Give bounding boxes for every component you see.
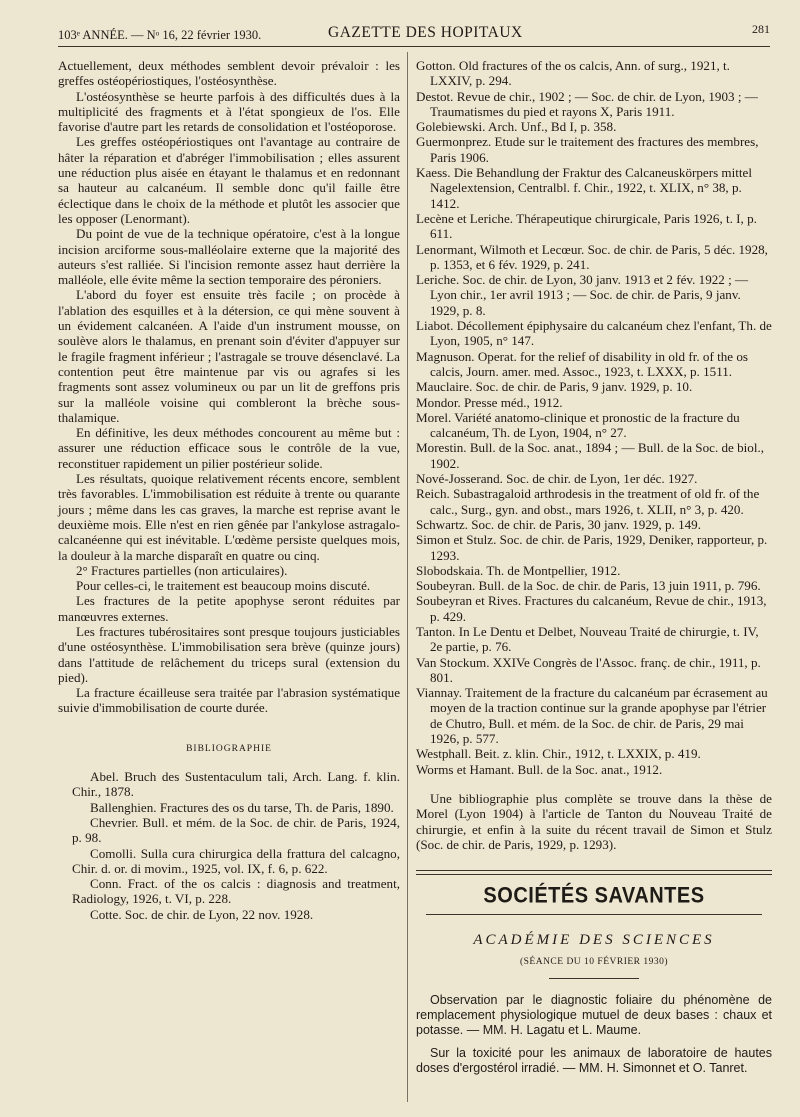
page-number: 281 (752, 22, 770, 36)
article-paragraph: Les résultats, quoique relativement récents encore, semblent très favorables. L'immobilisation est réduite à trente ou quarante jours ; même dans les cas graves, la marche est reprise avant le deuxième mois. Elle n'est en rien gênée par l'ankylose astragalo-calcanéenne qui est inévitable. L'œdème persiste quelques mois, la douleur à la marche disparaît en quatre ou cinq. (58, 471, 400, 563)
article-paragraph: Pour celles-ci, le traitement est beaucoup moins discuté. (76, 578, 371, 594)
bibliography-entry: Morel. Variété anatomo-clinique et pronostic de la fracture du calcanéum, Th. de Lyon, 1904, n° 27. (416, 409, 740, 441)
bibliography-entry: Leriche. Soc. de chir. de Lyon, 30 janv. 1913 et 2 fév. 1922 ; — Lyon chir., 1er avril 1913 ; — Soc. de chir. de Paris, 9 janv. 1929, p. 8. (416, 272, 749, 318)
article-paragraph: La fracture écailleuse sera traitée par l'abrasion systématique suivie d'immobilisation de courte durée. (58, 685, 400, 716)
article-paragraph: L'abord du foyer est ensuite très facile ; on procède à l'ablation des esquilles et à la détersion, ce qui mène souvent à un évidement calcanéen. A l'aide d'un instrument mousse, on soulève alors le thalamus, en prenant soin d'éviter d'appuyer sur le fragile fragment inférieur ; l'astragale se trouve désenclavé. La contention peut être maintenue par vis ou agrafes si les fragments sont assez volumineux ou par un lit de greffons pris sur la malléole voisine qui combleront la brèche sous-thalamique. (58, 287, 400, 425)
bibliography-entry: Lenormant, Wilmoth et Lecœur. Soc. de chir. de Paris, 5 déc. 1928, p. 1353, et 6 fév. 1929, p. 241. (416, 241, 768, 272)
page-header (58, 20, 770, 46)
bibliography-entry: Van Stockum. XXIVe Congrès de l'Assoc. franç. de chir., 1911, p. 801. (416, 654, 761, 685)
bibliography-entry: Soubeyran et Rives. Fractures du calcanéum, Revue de chir., 1913, p. 429. (416, 593, 767, 624)
bibliography-entry: Lecène et Leriche. Thérapeutique chirurgicale, Paris 1926, t. I, p. 611. (416, 210, 757, 242)
bibliography-entry: Magnuson. Operat. for the relief of disability in old fr. of the os calcis, Journ. amer. med. Assoc., 1923, t. LXXX, p. 1511. (416, 348, 748, 379)
article-paragraph: Les greffes ostéopériostiques ont l'avantage au contraire de hâter la réparation et d'abréger l'immobilisation ; elles assurent une réduction plus aisée en étayant le thalamus et en redonnant sa hauteur au calcanéum. Il semble donc qu'il faille être éclectique dans le choix de la méthode et plutôt les associer que les opposer (Lenormant). (58, 134, 400, 226)
bibliography-entry: Slobodskaia. Th. de Montpellier, 1912. (416, 562, 621, 578)
bibliography-entry: Worms et Hamant. Bull. de la Soc. anat., 1912. (416, 761, 663, 777)
journal-title: GAZETTE DES HOPITAUX (328, 24, 523, 41)
header-rule (58, 46, 770, 47)
bibliography-entry: Mondor. Presse méd., 1912. (416, 394, 563, 410)
bibliography-entry: Liabot. Décollement épiphysaire du calcanéum chez l'enfant, Th. de Lyon, 1905, n° 147. (416, 318, 772, 349)
article-paragraph: Les fractures tubérositaires sont presque toujours justiciables d'une ostéosynthèse. L'immobilisation sera brève (quinze jours) dans l'attitude de relâchement du triceps sural (extension du pied). (58, 623, 400, 685)
bibliography-entry: Guermonprez. Etude sur le traitement des fractures des membres, Paris 1906. (416, 134, 759, 165)
subsection-heading: 2° Fractures partielles (non articulaires). (76, 562, 288, 578)
bibliography-entry: Schwartz. Soc. de chir. de Paris, 30 janv. 1929, p. 149. (416, 516, 701, 532)
bibliography-entry: Morestin. Bull. de la Soc. anat., 1894 ; — Bull. de la Soc. de biol., 1902. (416, 440, 765, 471)
bibliography-entry: Tanton. In Le Dentu et Delbet, Nouveau Traité de chirurgie, t. IV, 2e partie, p. 76. (416, 623, 759, 655)
communication-item: Sur la toxicité pour les animaux de laboratoire de hautes doses d'ergostérol irradié. — MM. H. Simonnet et O. Tanret. (416, 1046, 772, 1076)
bibliography-entry: Reich. Subastragaloid arthrodesis in the treatment of old fr. of the calc., Surg., gyn. and obst., mars 1926, t. XLII, n° 3, p. 420. (416, 486, 760, 517)
bibliography-entry: Destot. Revue de chir., 1902 ; — Soc. de chir. de Lyon, 1903 ; — Traumatismes du pied et rayons X, Paris 1911. (416, 88, 758, 119)
bibliography-entry: Cotte. Soc. de chir. de Lyon, 22 nov. 1928. (90, 906, 314, 922)
bibliography-entry: Chevrier. Bull. et mém. de la Soc. de chir. de Paris, 1924, p. 98. (72, 814, 400, 846)
article-paragraph: Actuellement, deux méthodes semblent devoir prévaloir : les greffes ostéopériostiques, l'ostéosynthèse. (58, 58, 400, 89)
article-paragraph: Les fractures de la petite apophyse seront réduites par manœuvres externes. (58, 593, 400, 624)
communication-item: Observation par le diagnostic foliaire du phénomène de remplacement physiologique mutuel de deux bases : chaux et potasse. — MM. H. Lagatu et L. Maume. (416, 993, 772, 1038)
bibliography-entry: Golebiewski. Arch. Unf., Bd I, p. 358. (416, 119, 617, 135)
bibliography-entry: Gotton. Old fractures of the os calcis, Ann. of surg., 1921, t. LXXIV, p. 294. (416, 58, 730, 89)
right-column (416, 58, 772, 1084)
bibliography-entry: Ballenghien. Fractures des os du tarse, Th. de Paris, 1890. (90, 799, 394, 815)
bibliography-entry: Westphall. Beit. z. klin. Chir., 1912, t. LXXIX, p. 419. (416, 746, 701, 762)
article-paragraph: Du point de vue de la technique opératoire, c'est à la longue incision arciforme sous-malléolaire externe que la majorité des auteurs s'est ralliée. Si l'incision remonte assez haut derrière la malléole, elle évite même la section temporaire des péroniers. (58, 226, 400, 288)
bibliography-entry: Soubeyran. Bull. de la Soc. de chir. de Paris, 13 juin 1911, p. 796. (416, 578, 761, 594)
bibliography-entry: Conn. Fract. of the os calcis : diagnosis and treatment, Radiology, 1926, t. VI, p. 228. (72, 876, 400, 907)
bibliography-entry: Simon et Stulz. Soc. de chir. de Paris, 1929, Deniker, rapporteur, p. 1293. (416, 532, 768, 563)
session-date: (SÉANCE DU 10 FÉVRIER 1930) (519, 956, 669, 967)
article-paragraph: L'ostéosynthèse se heurte parfois à des difficultés dues à la multiplicité des fragments et à l'état spongieux de l'os. Elle favorise d'autre part les retards de consolidation et l'ostéoporose. (58, 88, 400, 135)
bibliography-entry: Mauclaire. Soc. de chir. de Paris, 9 janv. 1929, p. 10. (416, 379, 693, 395)
banner-rule (426, 914, 762, 915)
academy-heading: ACADÉMIE DES SCIENCES (473, 932, 715, 949)
bibliography-entry: Kaess. Die Behandlung der Fraktur des Calcaneuskörpers mittel Nagelextension, Centralbl. f. Chir., 1922, t. XLIX, n° 38, p. 1412. (416, 165, 752, 211)
section-rule (416, 870, 772, 875)
bibliography-entry: Nové-Josserand. Soc. de chir. de Lyon, 1er déc. 1927. (416, 471, 698, 487)
bibliography-entry: Viannay. Traitement de la fracture du calcanéum par écrasement au moyen de la traction continue sur la grande apophyse par l'étrier de Chutro, Bull. et mém. de la Soc. de chir. de Paris, 29 mai 1926, p. 577. (416, 685, 768, 747)
bibliography-entry: Abel. Bruch des Sustentaculum tali, Arch. Lang. f. klin. Chir., 1878. (72, 769, 400, 800)
column-divider (407, 52, 408, 1102)
bibliography-heading: BIBLIOGRAPHIE (186, 743, 272, 754)
issue-info: 103ᵉ ANNÉE. — Nᵒ 16, 22 février 1930. (58, 28, 262, 42)
short-rule (549, 978, 639, 979)
bibliography-entry: Comolli. Sulla cura chirurgica della frattura del calcagno, Chir. d. or. di movim., 1925, vol. IX, f. 6, p. 622. (72, 845, 400, 876)
left-column (58, 58, 400, 922)
bibliography-note: Une bibliographie plus complète se trouve dans la thèse de Morel (Lyon 1904) à l'article de Tanton du Nouveau Traité de chirurgie, et enfin à la suite du récent travail de Simon et Stulz (Soc. de chir. de Paris, 1929, p. 1293). (416, 790, 772, 852)
section-banner: SOCIÉTÉS SAVANTES (483, 883, 705, 909)
article-paragraph: En définitive, les deux méthodes concourent au même but : assurer une réduction efficace sous le contrôle de la vue, reconstituer rapidement un pilier postérieur solide. (58, 425, 400, 471)
